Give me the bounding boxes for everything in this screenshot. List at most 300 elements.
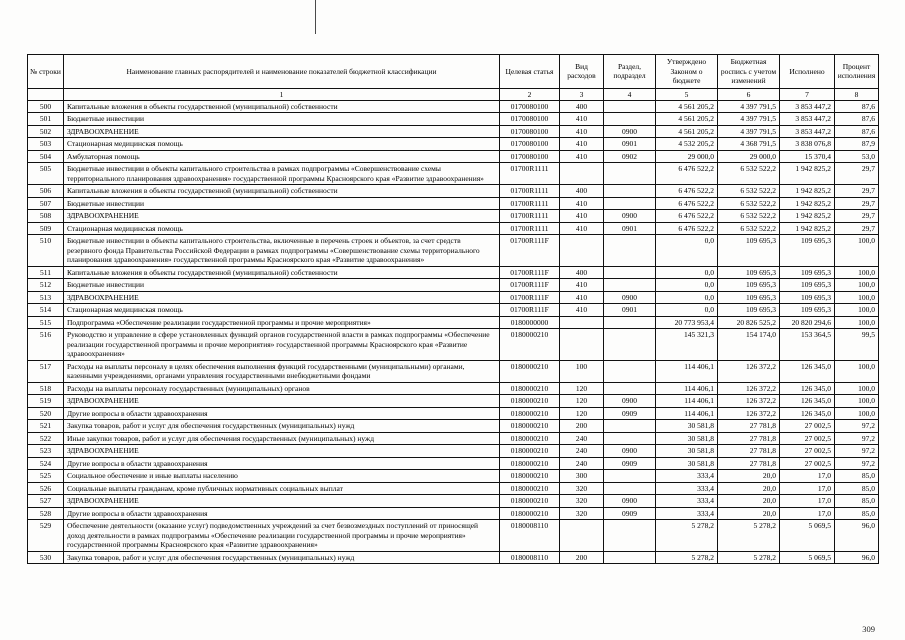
cell-target-article: 01700R111F [500,304,560,317]
cell-approved: 5 278,2 [656,551,718,564]
cell-budget-rospis: 20,0 [718,495,780,508]
cell-row-num: 504 [28,150,64,163]
table-row [28,100,879,113]
cell-budget-rospis: 109 695,3 [718,279,780,292]
cell-approved: 114 406,1 [656,407,718,420]
table-row [28,329,879,361]
cell-executed: 126 345,0 [780,395,835,408]
column-number-section: 4 [604,88,656,100]
cell-percent: 100,0 [835,304,879,317]
cell-executed: 109 695,3 [780,291,835,304]
cell-budget-rospis: 6 532 522,2 [718,185,780,198]
cell-section [604,382,656,395]
cell-target-article: 01700R111F [500,279,560,292]
cell-budget-rospis: 27 781,8 [718,432,780,445]
cell-expense-type: 410 [560,125,604,138]
cell-percent: 85,0 [835,482,879,495]
cell-percent: 29,7 [835,210,879,223]
column-header-section: Раздел, подраздел [604,55,656,89]
cell-name: Амбулаторная помощь [64,150,500,163]
cell-percent: 100,0 [835,360,879,382]
cell-percent: 85,0 [835,495,879,508]
cell-target-article: 0180000210 [500,507,560,520]
cell-row-num: 502 [28,125,64,138]
cell-approved: 20 773 953,4 [656,316,718,329]
column-number-target-article: 2 [500,88,560,100]
cell-budget-rospis: 29 000,0 [718,150,780,163]
cell-budget-rospis: 20 826 525,2 [718,316,780,329]
cell-expense-type: 320 [560,482,604,495]
cell-approved: 114 406,1 [656,382,718,395]
cell-section: 0900 [604,445,656,458]
cell-percent: 100,0 [835,266,879,279]
cell-percent: 100,0 [835,382,879,395]
cell-budget-rospis: 126 372,2 [718,407,780,420]
cell-approved: 4 561 205,2 [656,113,718,126]
cell-budget-rospis: 109 695,3 [718,266,780,279]
cell-approved: 333,4 [656,495,718,508]
cell-row-num: 505 [28,163,64,185]
cell-budget-rospis: 20,0 [718,507,780,520]
cell-executed: 109 695,3 [780,304,835,317]
cell-target-article: 0180000210 [500,420,560,433]
cell-budget-rospis: 5 278,2 [718,551,780,564]
cell-name: Закупка товаров, работ и услуг для обеспечения государственных (муниципальных) нужд [64,551,500,564]
cell-row-num: 526 [28,482,64,495]
cell-target-article: 0170080100 [500,113,560,126]
cell-executed: 27 002,5 [780,432,835,445]
table-row [28,432,879,445]
cell-approved: 333,4 [656,470,718,483]
cell-budget-rospis: 4 397 791,5 [718,100,780,113]
table-row [28,316,879,329]
cell-expense-type: 240 [560,457,604,470]
column-number-budget-rospis: 6 [718,88,780,100]
cell-budget-rospis: 20,0 [718,470,780,483]
cell-row-num: 517 [28,360,64,382]
cell-expense-type: 410 [560,138,604,151]
cell-target-article: 0180000210 [500,329,560,361]
table-row [28,407,879,420]
cell-name: Капитальные вложения в объекты государственной (муниципальной) собственности [64,185,500,198]
cell-section [604,113,656,126]
cell-name: Иные закупки товаров, работ и услуг для обеспечения государственных (муниципальных) нужд [64,432,500,445]
table-row [28,222,879,235]
cell-section: 0900 [604,125,656,138]
cell-target-article: 0180000210 [500,457,560,470]
cell-expense-type: 320 [560,507,604,520]
table-row [28,507,879,520]
column-number-name: 1 [64,88,500,100]
cell-approved: 30 581,8 [656,445,718,458]
cell-expense-type: 410 [560,210,604,223]
cell-section [604,235,656,267]
cell-section: 0901 [604,138,656,151]
cell-approved: 6 476 522,2 [656,222,718,235]
cell-executed: 17,0 [780,470,835,483]
cell-percent: 29,7 [835,163,879,185]
cell-row-num: 516 [28,329,64,361]
cell-percent: 100,0 [835,316,879,329]
cell-executed: 1 942 825,2 [780,185,835,198]
cell-budget-rospis: 4 368 791,5 [718,138,780,151]
cell-approved: 0,0 [656,235,718,267]
cell-executed: 5 069,5 [780,551,835,564]
table-row [28,210,879,223]
cell-row-num: 506 [28,185,64,198]
table-body [28,88,879,564]
cell-expense-type: 100 [560,360,604,382]
cell-name: Закупка товаров, работ и услуг для обеспечения государственных (муниципальных) нужд [64,420,500,433]
cell-name: Капитальные вложения в объекты государственной (муниципальной) собственности [64,266,500,279]
cell-row-num: 529 [28,520,64,552]
cell-approved: 114 406,1 [656,360,718,382]
cell-name: Бюджетные инвестиции в объекты капитального строительства в рамках подпрограммы «Совершенствование схемы территориального планирования здравоохранения» государственной программы Красноярского края «Развитие здравоохранения» [64,163,500,185]
table-row [28,551,879,564]
cell-target-article: 0180000210 [500,407,560,420]
cell-row-num: 500 [28,100,64,113]
cell-section [604,520,656,552]
cell-executed: 17,0 [780,495,835,508]
cell-row-num: 515 [28,316,64,329]
cell-executed: 17,0 [780,507,835,520]
cell-row-num: 520 [28,407,64,420]
cell-name: Расходы на выплаты персоналу в целях обеспечения выполнения функций государственными (муниципальными) органами, казенными учреждениями, органами управления государственными внебюджетными фондами [64,360,500,382]
cell-executed: 3 853 447,2 [780,125,835,138]
cell-target-article: 0180000210 [500,482,560,495]
cell-executed: 109 695,3 [780,266,835,279]
cell-executed: 15 370,4 [780,150,835,163]
cell-percent: 97,2 [835,432,879,445]
cell-approved: 4 561 205,2 [656,125,718,138]
table-header [28,55,879,89]
cell-expense-type: 240 [560,445,604,458]
header-row [28,55,879,89]
cell-executed: 27 002,5 [780,445,835,458]
cell-executed: 109 695,3 [780,279,835,292]
table-row [28,235,879,267]
cell-budget-rospis: 109 695,3 [718,304,780,317]
cell-row-num: 508 [28,210,64,223]
cell-executed: 153 364,5 [780,329,835,361]
cell-expense-type: 410 [560,113,604,126]
cell-name: Обеспечение деятельности (оказание услуг) подведомственных учреждений за счет безвозмездных поступлений от приносящей доход деятельности в рамках подпрограммы «Обеспечение реализации государственной программы и прочие мероприятия» государственной программы Красноярского края «Развитие здравоохранения» [64,520,500,552]
table-row [28,266,879,279]
cell-budget-rospis: 6 532 522,2 [718,163,780,185]
cell-approved: 0,0 [656,291,718,304]
cell-target-article: 0180000210 [500,395,560,408]
cell-percent: 85,0 [835,507,879,520]
cell-section: 0909 [604,407,656,420]
cell-percent: 96,0 [835,551,879,564]
column-header-expense-type: Вид расходов [560,55,604,89]
table-row [28,113,879,126]
cell-expense-type: 410 [560,304,604,317]
cell-row-num: 513 [28,291,64,304]
table-row [28,482,879,495]
cell-section [604,100,656,113]
cell-expense-type: 410 [560,291,604,304]
cell-target-article: 0180000210 [500,495,560,508]
column-header-name: Наименование главных распорядителей и наименование показателей бюджетной классификации [64,55,500,89]
column-header-percent: Процент исполнения [835,55,879,89]
cell-percent: 100,0 [835,235,879,267]
cell-expense-type [560,235,604,267]
cell-section: 0901 [604,222,656,235]
cell-budget-rospis: 5 278,2 [718,520,780,552]
cell-expense-type [560,163,604,185]
cell-approved: 0,0 [656,266,718,279]
scan-artifact-line [315,0,316,34]
column-header-target-article: Целевая статья [500,55,560,89]
column-header-executed: Исполнено [780,55,835,89]
cell-expense-type: 120 [560,407,604,420]
cell-percent: 99,5 [835,329,879,361]
cell-name: Бюджетные инвестиции в объекты капитального строительства, включенные в перечень строек и объектов, за счет средств резервного фонда Правительства Российской Федерации в рамках подпрограммы «Совершенствование схемы территориального планирования здравоохранения» государственной программы Красноярского края «Развитие здравоохранения» [64,235,500,267]
cell-row-num: 509 [28,222,64,235]
cell-executed: 1 942 825,2 [780,210,835,223]
cell-section [604,551,656,564]
cell-name: ЗДРАВООХРАНЕНИЕ [64,291,500,304]
cell-percent: 85,0 [835,470,879,483]
column-header-budget-rospis: Бюджетная роспись с учетом изменений [718,55,780,89]
table-row [28,163,879,185]
cell-target-article: 0170080100 [500,138,560,151]
cell-target-article: 0170080100 [500,150,560,163]
cell-name: ЗДРАВООХРАНЕНИЕ [64,125,500,138]
cell-executed: 3 853 447,2 [780,113,835,126]
cell-row-num: 519 [28,395,64,408]
cell-approved: 4 532 205,2 [656,138,718,151]
cell-executed: 1 942 825,2 [780,197,835,210]
cell-percent: 29,7 [835,197,879,210]
cell-target-article: 0180000210 [500,382,560,395]
cell-budget-rospis: 154 174,0 [718,329,780,361]
cell-expense-type [560,520,604,552]
cell-target-article: 01700R111F [500,291,560,304]
cell-row-num: 512 [28,279,64,292]
cell-budget-rospis: 126 372,2 [718,382,780,395]
cell-budget-rospis: 6 532 522,2 [718,222,780,235]
cell-row-num: 503 [28,138,64,151]
cell-target-article: 01700R1111 [500,163,560,185]
column-numbers-row [28,88,879,100]
cell-approved: 0,0 [656,304,718,317]
cell-executed: 27 002,5 [780,457,835,470]
cell-expense-type: 400 [560,266,604,279]
cell-budget-rospis: 4 397 791,5 [718,125,780,138]
cell-executed: 5 069,5 [780,520,835,552]
column-header-approved: Утверждено Законом о бюджете [656,55,718,89]
cell-row-num: 518 [28,382,64,395]
cell-name: Стационарная медицинская помощь [64,222,500,235]
cell-approved: 30 581,8 [656,420,718,433]
cell-executed: 126 345,0 [780,407,835,420]
cell-expense-type: 120 [560,395,604,408]
cell-approved: 30 581,8 [656,457,718,470]
cell-name: ЗДРАВООХРАНЕНИЕ [64,445,500,458]
cell-budget-rospis: 109 695,3 [718,291,780,304]
cell-budget-rospis: 126 372,2 [718,360,780,382]
cell-section [604,360,656,382]
cell-approved: 333,4 [656,507,718,520]
cell-name: ЗДРАВООХРАНЕНИЕ [64,395,500,408]
budget-table [27,54,879,564]
cell-section [604,197,656,210]
cell-name: Стационарная медицинская помощь [64,138,500,151]
cell-expense-type: 200 [560,420,604,433]
cell-name: Другие вопросы в области здравоохранения [64,457,500,470]
cell-percent: 97,2 [835,420,879,433]
cell-expense-type: 200 [560,551,604,564]
cell-section [604,279,656,292]
cell-executed: 27 002,5 [780,420,835,433]
cell-target-article: 01700R1111 [500,222,560,235]
cell-approved: 114 406,1 [656,395,718,408]
cell-section: 0900 [604,210,656,223]
cell-expense-type: 410 [560,279,604,292]
cell-section [604,432,656,445]
cell-row-num: 510 [28,235,64,267]
cell-expense-type: 410 [560,197,604,210]
cell-row-num: 530 [28,551,64,564]
table-row [28,279,879,292]
cell-name: Подпрограмма «Обеспечение реализации государственной программы и прочие мероприятия» [64,316,500,329]
cell-executed: 126 345,0 [780,382,835,395]
cell-row-num: 507 [28,197,64,210]
cell-section [604,470,656,483]
cell-row-num: 522 [28,432,64,445]
cell-expense-type: 400 [560,100,604,113]
cell-name: Руководство и управление в сфере установленных функций органов государственной власти в рамках подпрограммы «Обеспечение реализации государственной программы и прочие мероприятия» государственной программы Красноярского края «Развитие здравоохранения» [64,329,500,361]
table-row [28,382,879,395]
cell-row-num: 523 [28,445,64,458]
cell-section [604,266,656,279]
cell-expense-type: 120 [560,382,604,395]
cell-budget-rospis: 6 532 522,2 [718,197,780,210]
cell-section: 0901 [604,304,656,317]
cell-percent: 53,0 [835,150,879,163]
cell-target-article: 0180000210 [500,360,560,382]
cell-name: Социальное обеспечение и иные выплаты населению [64,470,500,483]
cell-approved: 0,0 [656,279,718,292]
column-number-row-num [28,88,64,100]
cell-row-num: 525 [28,470,64,483]
cell-executed: 3 853 447,2 [780,100,835,113]
cell-target-article: 0180000210 [500,432,560,445]
cell-expense-type: 400 [560,185,604,198]
cell-row-num: 511 [28,266,64,279]
cell-section: 0900 [604,395,656,408]
cell-percent: 87,9 [835,138,879,151]
cell-budget-rospis: 4 397 791,5 [718,113,780,126]
page-number: 309 [862,624,875,634]
cell-row-num: 527 [28,495,64,508]
table-row [28,470,879,483]
cell-approved: 30 581,8 [656,432,718,445]
cell-target-article: 0180008110 [500,551,560,564]
cell-executed: 126 345,0 [780,360,835,382]
cell-approved: 4 561 205,2 [656,100,718,113]
cell-expense-type: 320 [560,495,604,508]
cell-approved: 5 278,2 [656,520,718,552]
cell-name: Стационарная медицинская помощь [64,304,500,317]
cell-name: Бюджетные инвестиции [64,113,500,126]
cell-approved: 6 476 522,2 [656,163,718,185]
table-row [28,125,879,138]
cell-section [604,420,656,433]
table-row [28,520,879,552]
cell-section: 0909 [604,457,656,470]
cell-percent: 100,0 [835,291,879,304]
table-row [28,457,879,470]
cell-expense-type: 300 [560,470,604,483]
cell-percent: 97,2 [835,457,879,470]
cell-budget-rospis: 20,0 [718,482,780,495]
cell-section [604,482,656,495]
table-row [28,185,879,198]
cell-budget-rospis: 109 695,3 [718,235,780,267]
cell-budget-rospis: 6 532 522,2 [718,210,780,223]
cell-target-article: 01700R1111 [500,197,560,210]
cell-approved: 333,4 [656,482,718,495]
cell-executed: 1 942 825,2 [780,222,835,235]
table-row [28,291,879,304]
cell-target-article: 0180000210 [500,445,560,458]
cell-section [604,329,656,361]
cell-expense-type [560,329,604,361]
table-row [28,495,879,508]
cell-percent: 87,6 [835,100,879,113]
cell-executed: 3 838 076,8 [780,138,835,151]
cell-percent: 87,6 [835,125,879,138]
cell-name: Расходы на выплаты персоналу государственных (муниципальных) органов [64,382,500,395]
table-row [28,138,879,151]
cell-budget-rospis: 126 372,2 [718,395,780,408]
table-row [28,304,879,317]
cell-target-article: 0180008110 [500,520,560,552]
cell-section: 0909 [604,507,656,520]
cell-budget-rospis: 27 781,8 [718,457,780,470]
cell-name: Другие вопросы в области здравоохранения [64,507,500,520]
column-number-expense-type: 3 [560,88,604,100]
cell-target-article: 0180000210 [500,470,560,483]
table-row [28,360,879,382]
cell-row-num: 501 [28,113,64,126]
cell-row-num: 524 [28,457,64,470]
cell-budget-rospis: 27 781,8 [718,420,780,433]
cell-expense-type: 240 [560,432,604,445]
cell-expense-type: 410 [560,150,604,163]
column-header-row-num: № строки [28,55,64,89]
cell-percent: 96,0 [835,520,879,552]
cell-target-article: 01700R111F [500,235,560,267]
cell-expense-type: 410 [560,222,604,235]
table-row [28,395,879,408]
table-row [28,420,879,433]
column-number-executed: 7 [780,88,835,100]
cell-section [604,163,656,185]
cell-name: Другие вопросы в области здравоохранения [64,407,500,420]
cell-approved: 6 476 522,2 [656,210,718,223]
cell-executed: 20 820 294,6 [780,316,835,329]
cell-name: Бюджетные инвестиции [64,197,500,210]
cell-section [604,316,656,329]
cell-budget-rospis: 27 781,8 [718,445,780,458]
cell-approved: 145 321,3 [656,329,718,361]
cell-target-article: 0180000000 [500,316,560,329]
cell-row-num: 514 [28,304,64,317]
